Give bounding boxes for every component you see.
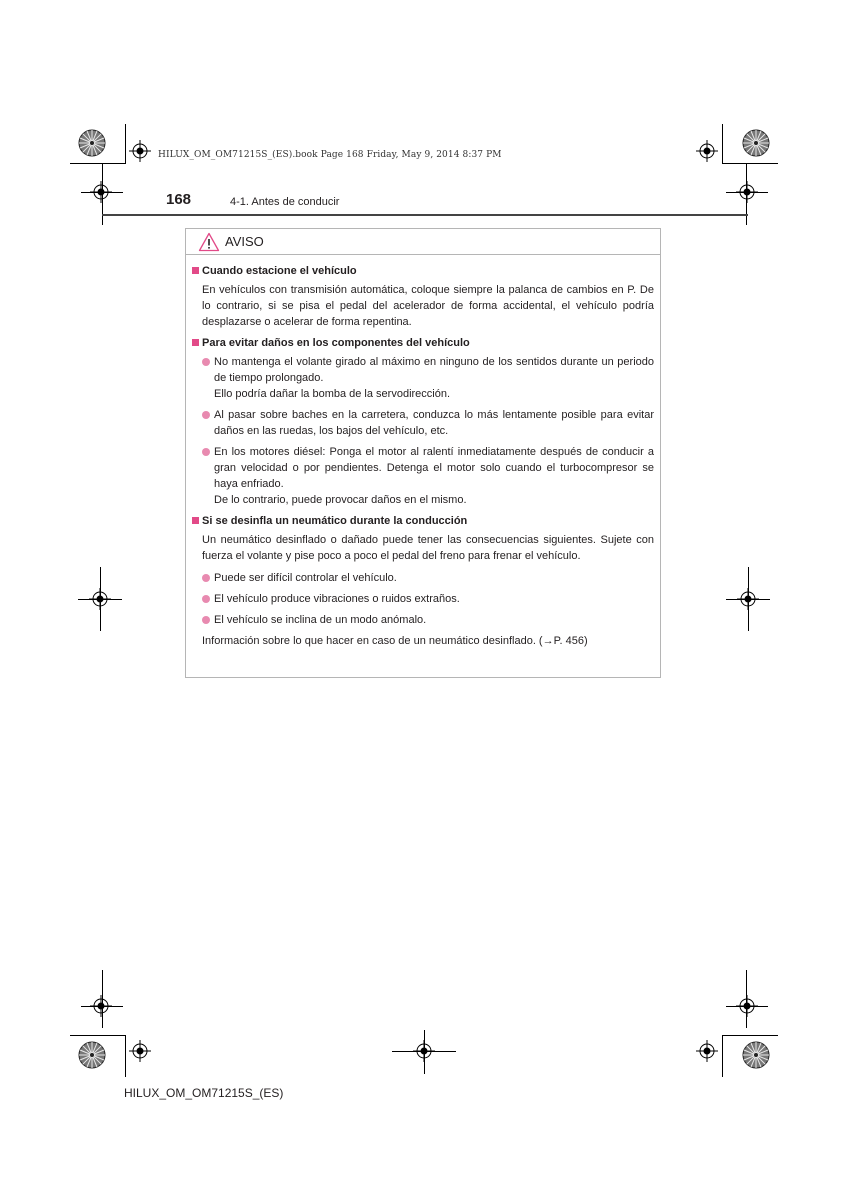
circle-bullet-icon <box>202 448 210 456</box>
warning-triangle-icon <box>198 232 220 252</box>
square-bullet-icon <box>192 517 199 524</box>
section-title: 4-1. Antes de conducir <box>230 196 340 208</box>
list-item: El vehículo produce vibraciones o ruidos extraños. <box>214 591 654 607</box>
warning-header <box>186 229 660 255</box>
list-item-continuation: De lo contrario, puede provocar daños en el mismo. <box>214 494 467 506</box>
warning-box <box>185 228 661 678</box>
closing-note: Información sobre lo que hacer en caso de un neumático desinflado. (→P. 456) <box>202 635 588 647</box>
footer-doc-code: HILUX_OM_OM71215S_(ES) <box>124 1086 284 1100</box>
list-item: En los motores diésel: Ponga el motor al ralentí inmediatamente después de conducir a gran velocidad o por pendientes. Detenga el motor solo cuando el turbocompresor se haya enfriado. <box>214 444 654 492</box>
circle-bullet-icon <box>202 595 210 603</box>
header-rule <box>102 214 748 216</box>
list-item: El vehículo se inclina de un modo anómalo. <box>214 612 654 628</box>
block-heading: Para evitar daños en los componentes del vehículo <box>186 335 660 351</box>
block-heading: Cuando estacione el vehículo <box>186 263 660 279</box>
circle-bullet-icon <box>202 616 210 624</box>
list-item: Puede ser difícil controlar el vehículo. <box>214 570 654 586</box>
square-bullet-icon <box>192 267 199 274</box>
list-item: Al pasar sobre baches en la carretera, conduzca lo más lentamente posible para evitar daños en las ruedas, los bajos del vehículo, etc. <box>214 407 654 439</box>
circle-bullet-icon <box>202 411 210 419</box>
warning-title: AVISO <box>225 234 264 249</box>
square-bullet-icon <box>192 339 199 346</box>
print-info-line: HILUX_OM_OM71215S_(ES).book Page 168 Friday, May 9, 2014 8:37 PM <box>158 150 502 160</box>
list-item-continuation: Ello podría dañar la bomba de la servodirección. <box>214 388 451 400</box>
warning-content <box>186 263 660 649</box>
paragraph: En vehículos con transmisión automática, coloque siempre la palanca de cambios en P. De lo contrario, si se pisa el pedal del acelerador de forma accidental, el vehículo podría desplazarse o acelerar de forma repentina. <box>202 284 654 328</box>
paragraph: Un neumático desinflado o dañado puede tener las consecuencias siguientes. Sujete con fuerza el volante y pise poco a poco el pedal del freno para frenar el vehículo. <box>202 534 654 562</box>
circle-bullet-icon <box>202 574 210 582</box>
circle-bullet-icon <box>202 358 210 366</box>
list-item: No mantenga el volante girado al máximo en ninguno de los sentidos durante un periodo de tiempo prolongado. <box>214 354 654 386</box>
block-heading: Si se desinfla un neumático durante la conducción <box>186 513 660 529</box>
page-number: 168 <box>166 191 192 208</box>
